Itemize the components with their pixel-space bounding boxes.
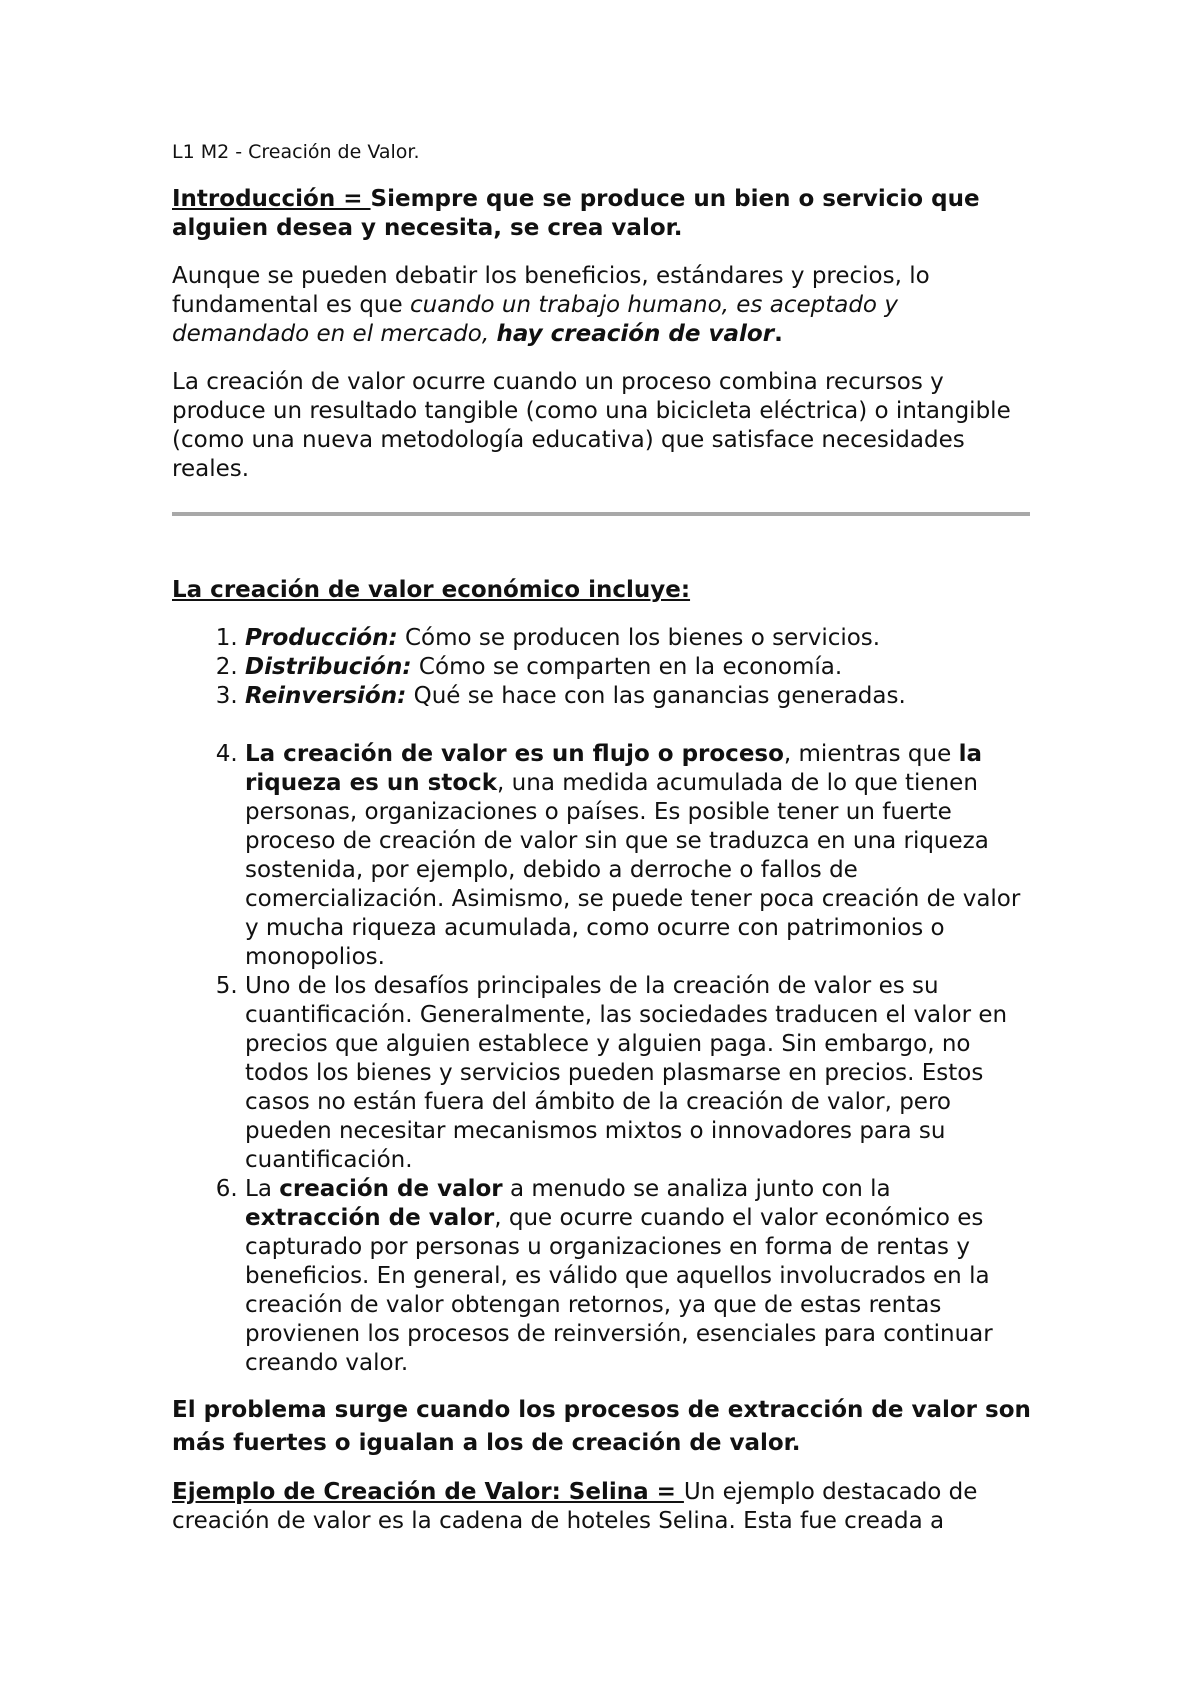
document-body xyxy=(172,140,1032,1536)
para1-end: . xyxy=(774,321,783,347)
intro-label: Introducción = xyxy=(172,186,371,212)
list-components xyxy=(172,624,1032,711)
intro-paragraph xyxy=(172,185,1032,243)
list-item-text: Qué se hace con las ganancias generadas. xyxy=(406,683,906,709)
intro-text: Siempre que se produce un bien o servicio que alguien desea y necesita, se crea valor. xyxy=(172,186,980,241)
example-text: Un ejemplo destacado de creación de valor es la cadena de hoteles Selina. Esta fue creada a xyxy=(172,1479,978,1534)
list-item-text: Cómo se producen los bienes o servicios. xyxy=(397,625,881,651)
list-item xyxy=(245,624,1032,653)
list-item-term: Distribución: xyxy=(245,654,412,680)
problem-statement: El problema surge cuando los procesos de extracción de valor son más fuertes o igualan a los de creación de valor. xyxy=(172,1397,1031,1456)
list-item xyxy=(245,682,1032,711)
list-details xyxy=(172,740,1032,1378)
list-item xyxy=(245,740,1032,972)
example-label: Ejemplo de Creación de Valor: Selina = xyxy=(172,1479,684,1505)
list-item xyxy=(245,653,1032,682)
item6-bold1: creación de valor xyxy=(279,1176,503,1202)
item4-text1: , mientras que xyxy=(783,741,959,767)
item6-bold2: extracción de valor xyxy=(245,1205,495,1231)
para1-comma: , xyxy=(481,321,497,347)
item4-bold2: la riqueza es un stock xyxy=(245,741,982,796)
list-item xyxy=(245,1175,1032,1378)
list-item-term: Reinversión: xyxy=(245,683,407,709)
para1-italic: cuando un trabajo humano, es aceptado y demandado en el mercado xyxy=(172,292,898,347)
item4-bold1: La creación de valor es un flujo o proceso xyxy=(245,741,784,767)
list-item-text: Cómo se comparten en la economía. xyxy=(411,654,843,680)
item6-text3: , que ocurre cuando el valor económico es capturado por personas u organizaciones en forma de rentas y beneficios. En general, es válido que aquellos involucrados en la creación de valor obtengan retornos, ya que de estas rentas provienen los procesos de reinversión, esenciales para continuar creando valor. xyxy=(245,1205,993,1376)
item6-text2: a menudo se analiza junto con la xyxy=(502,1176,891,1202)
paragraph-human-work xyxy=(172,262,1032,349)
para1-start: Aunque se pueden debatir los beneficios, estándares y precios, lo fundamental es que xyxy=(172,263,930,318)
example-paragraph xyxy=(172,1478,1032,1536)
document-title: L1 M2 - Creación de Valor. xyxy=(172,141,420,163)
list-item: 5. Uno de los desafíos principales de la creación de valor es su cuantificación. Generalmente, las sociedades traducen el valor en precios que alguien establece y alguien paga. Sin embargo, no todos los bienes y servicios pueden plasmarse en precios. Estos casos no están fuera del ámbito de la creación de valor, pero pueden necesitar mecanismos mixtos o innovadores para su cuantificación. xyxy=(245,972,1032,1175)
para1-emphasis: hay creación de valor xyxy=(496,321,775,347)
item6-text1: La xyxy=(245,1176,280,1202)
paragraph-value-process: La creación de valor ocurre cuando un proceso combina recursos y produce un resultado tangible (como una bicicleta eléctrica) o intangible (como una nueva metodología educativa) que satisface necesidades reales. xyxy=(172,369,1011,482)
item4-text2: , una medida acumulada de lo que tienen personas, organizaciones o países. Es posible tener un fuerte proceso de creación de valor sin que se traduzca en una riqueza sostenida, por ejemplo, debido a derroche o fallos de comercialización. Asimismo, se puede tener poca creación de valor y mucha riqueza acumulada, como ocurre con patrimonios o monopolios. xyxy=(245,770,1021,970)
horizontal-divider xyxy=(172,512,1030,516)
list-item-term: Producción: xyxy=(245,625,398,651)
section-heading: La creación de valor económico incluye: xyxy=(172,577,691,603)
